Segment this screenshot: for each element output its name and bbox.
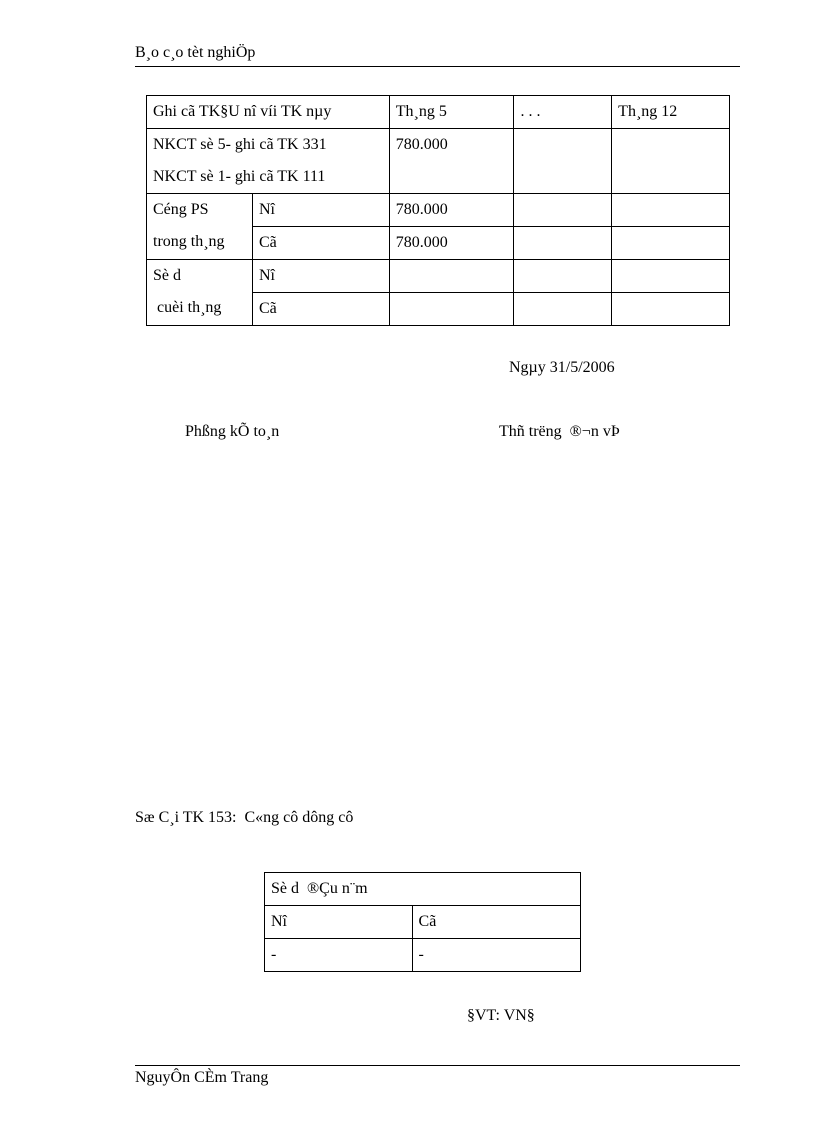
table-row [147, 194, 730, 227]
cell-ps-no-value: 780.000 [389, 194, 514, 227]
table-header-row [147, 96, 730, 129]
cell-empty [389, 293, 514, 326]
table-row [265, 906, 581, 939]
cell-empty [389, 260, 514, 293]
journal-table [146, 95, 730, 326]
col-header-ellipsis: . . . [514, 96, 612, 129]
cell-sd-co-label: Cã [252, 293, 389, 326]
signature-head-of-unit: Thñ trëng ®¬n vÞ [499, 423, 620, 440]
cell-empty [514, 260, 612, 293]
cong-ps-line-1: Céng PS [153, 201, 209, 218]
cell-empty [612, 129, 730, 194]
cong-ps-line-2: trong th¸ng [153, 233, 225, 250]
row-label-nkct [147, 129, 390, 194]
cell-empty [514, 194, 612, 227]
row-label-nkct-1: NKCT sè 1- ghi cã TK 111 [153, 168, 326, 185]
cell-sd-no-label: Nî [252, 260, 389, 293]
cell-empty [612, 227, 730, 260]
cell-empty [612, 293, 730, 326]
cell-empty [612, 260, 730, 293]
table-header-row [265, 873, 581, 906]
cell-no-value: - [265, 939, 413, 972]
opening-balance-header: Sè d ®Çu n¨m [265, 873, 581, 906]
cell-empty [612, 194, 730, 227]
unit-label: §VT: VN§ [467, 1007, 535, 1024]
table-row [147, 260, 730, 293]
row-label-nkct-5: NKCT sè 5- ghi cã TK 331 [153, 136, 327, 153]
cell-nkct-month-5: 780.000 [389, 129, 514, 194]
cell-co-label: Cã [252, 227, 389, 260]
footer-rule [135, 1065, 740, 1066]
cell-ps-co-value: 780.000 [389, 227, 514, 260]
table-row [147, 129, 730, 194]
opening-balance-table [264, 872, 581, 972]
cell-no-label: Nî [252, 194, 389, 227]
signature-accounting: Phßng kÕ to¸n [185, 423, 280, 440]
ledger-title: Sæ C¸i TK 153: C«ng cô dông cô [135, 809, 354, 826]
col-no-label: Nî [265, 906, 413, 939]
col-header-month-5: Th¸ng 5 [389, 96, 514, 129]
date-line: Ngµy 31/5/2006 [509, 359, 615, 376]
cell-empty [514, 227, 612, 260]
col-co-label: Cã [412, 906, 580, 939]
cell-empty [514, 129, 612, 194]
table-row [265, 939, 581, 972]
cell-empty [514, 293, 612, 326]
row-label-cong-ps [147, 194, 253, 260]
footer-author: NguyÔn CÈm Trang [135, 1069, 269, 1086]
cell-co-value: - [412, 939, 580, 972]
so-du-line-1: Sè d [153, 267, 181, 284]
row-label-so-du [147, 260, 253, 326]
col-header-account: Ghi cã TK§U nî víi TK nµy [147, 96, 390, 129]
col-header-month-12: Th¸ng 12 [612, 96, 730, 129]
header-rule [135, 66, 740, 67]
so-du-line-2: cuèi th¸ng [153, 299, 222, 316]
page-header-title: B¸o c¸o tèt nghiÖp [135, 44, 256, 61]
